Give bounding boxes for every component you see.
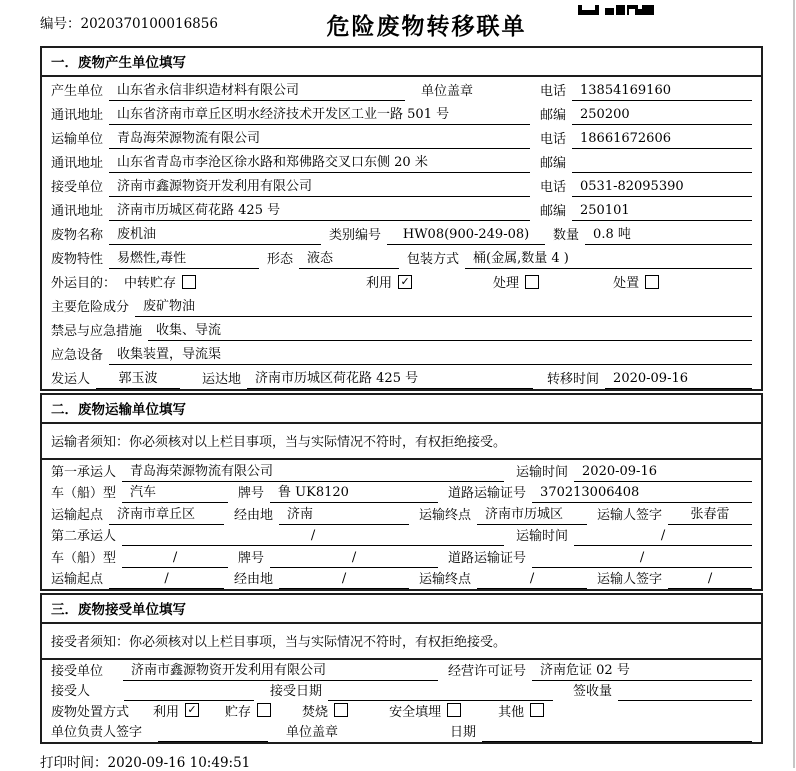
waste-qty-value: 0.8 吨 xyxy=(585,223,752,245)
waste-pack-value: 桶(金属,数量 4 ) xyxy=(465,247,752,269)
purpose-option-treat-label: 处理 xyxy=(493,276,520,291)
disposal-option-use xyxy=(153,701,199,722)
route1-via-label: 经由地 xyxy=(234,507,274,523)
unit-seal-label: 单位盖章 xyxy=(421,84,474,99)
accept-date-label: 接受日期 xyxy=(270,684,323,699)
producer-address-label: 通讯地址 xyxy=(51,108,104,123)
accepting-unit-row xyxy=(42,660,761,681)
route2-start-value: / xyxy=(109,571,224,589)
vehicle2-row xyxy=(42,546,761,568)
emergency-equipment-row xyxy=(42,341,761,365)
taboo-measures-label: 禁忌与应急措施 xyxy=(51,324,143,339)
transfer-time-label: 转移时间 xyxy=(547,372,600,387)
route1-start-value: 济南市章丘区 xyxy=(109,503,224,525)
receiver-address-value: 济南市历城区荷花路 425 号 xyxy=(109,199,530,221)
transporter-address-row xyxy=(42,149,761,173)
receiver-unit-row xyxy=(42,173,761,197)
receiver-address-label: 通讯地址 xyxy=(51,204,104,219)
route1-sign-label: 运输人签字 xyxy=(597,507,663,523)
purpose-option-storage xyxy=(124,272,196,293)
disposal-other-checkbox xyxy=(530,703,544,717)
disposal-method-row xyxy=(42,701,761,722)
transport-notice: 运输者须知：你必须核对以上栏目事项，当与实际情况不符时，有权拒绝接受。 xyxy=(42,424,761,460)
purpose-storage-checkbox xyxy=(182,275,196,289)
route1-sign-value: 张春雷 xyxy=(668,503,752,525)
hazard-component-value: 废矿物油 xyxy=(135,295,752,317)
producer-unit-row xyxy=(42,77,761,101)
waste-props-row xyxy=(42,245,761,269)
purpose-option-use xyxy=(366,272,412,293)
receiver-phone-label: 电话 xyxy=(539,180,566,195)
doc-number xyxy=(40,12,218,32)
waste-qty-label: 数量 xyxy=(553,228,580,243)
transporter-unit-value: 青岛海荣源物流有限公司 xyxy=(109,127,530,149)
emergency-equipment-value: 收集装置，导流渠 xyxy=(109,343,752,365)
print-time xyxy=(40,751,763,771)
route2-end-value: / xyxy=(477,571,587,589)
signed-qty-value xyxy=(618,684,752,701)
waste-props-label: 废物特性 xyxy=(51,252,104,267)
responsible-sign-label: 单位负责人签字 xyxy=(51,725,143,740)
destination-label: 运达地 xyxy=(202,372,242,387)
waste-name-row xyxy=(42,221,761,245)
receiver-unit-value: 济南市鑫源物资开发利用有限公司 xyxy=(109,175,530,197)
transporter-unit-label: 运输单位 xyxy=(51,132,104,147)
doc-number-label: 编号： xyxy=(40,16,81,32)
document-header xyxy=(40,0,763,44)
carrier1-time-value: 2020-09-16 xyxy=(574,464,752,482)
producer-zip-value: 250200 xyxy=(572,107,752,125)
disposal-option-other-label: 其他 xyxy=(498,704,525,720)
disposal-option-landfill-label: 安全填埋 xyxy=(389,704,442,720)
purpose-option-storage-label: 中转贮存 xyxy=(124,276,177,291)
purpose-option-dispose xyxy=(613,272,659,293)
carrier1-label: 第一承运人 xyxy=(51,464,117,480)
sign-date-label: 日期 xyxy=(450,725,477,740)
page-title: 危险废物转移联单 xyxy=(326,14,527,40)
purpose-dispose-checkbox xyxy=(645,275,659,289)
vehicle1-license-label: 道路运输证号 xyxy=(448,486,527,501)
section-producer-title: 一．废物产生单位填写 xyxy=(42,48,761,77)
producer-unit-value: 山东省永信非织造材料有限公司 xyxy=(109,79,405,101)
print-time-label: 打印时间： xyxy=(40,755,108,771)
carrier2-value: / xyxy=(122,528,504,546)
acceptor-row xyxy=(42,681,761,702)
receiver-zip-value: 250101 xyxy=(572,203,752,221)
route1-end-value: 济南市历城区 xyxy=(477,503,587,525)
transfer-purpose-row xyxy=(42,269,761,293)
disposal-burn-checkbox xyxy=(334,703,348,717)
transporter-address-value: 山东省青岛市李沧区徐水路和郑佛路交叉口东侧 20 米 xyxy=(109,151,530,173)
producer-zip-label: 邮编 xyxy=(539,108,566,123)
disposal-option-burn-label: 焚烧 xyxy=(302,704,329,720)
disposal-method-label: 废物处置方式 xyxy=(51,704,130,720)
waste-code-label: 类别编号 xyxy=(329,228,382,243)
carrier2-label: 第二承运人 xyxy=(51,529,117,544)
accept-date-value xyxy=(328,684,553,701)
receiver-address-row xyxy=(42,197,761,221)
disposal-option-storage xyxy=(225,701,271,722)
receiver-notice: 接受者须知：你必须核对以上栏目事项，当与实际情况不符时，有权拒绝接受。 xyxy=(42,624,761,660)
vehicle1-type-value: 汽车 xyxy=(122,481,228,503)
transporter-zip-value xyxy=(572,156,752,173)
accepting-unit-label: 接受单位 xyxy=(51,663,104,679)
vehicle1-plate-label: 牌号 xyxy=(238,486,265,501)
vehicle2-plate-value: / xyxy=(270,550,438,568)
vehicle1-row xyxy=(42,482,761,504)
vehicle2-plate-label: 牌号 xyxy=(238,550,265,566)
transfer-time-value: 2020-09-16 xyxy=(605,371,752,389)
taboo-measures-value: 收集、导流 xyxy=(148,319,752,341)
emergency-equipment-label: 应急设备 xyxy=(51,348,104,363)
route2-sign-label: 运输人签字 xyxy=(597,572,663,587)
route2-row xyxy=(42,568,761,590)
taboo-measures-row xyxy=(42,317,761,341)
acceptor-label: 接受人 xyxy=(51,684,91,699)
disposal-storage-checkbox xyxy=(257,703,271,717)
route2-via-value: / xyxy=(279,571,409,589)
route1-end-label: 运输终点 xyxy=(419,507,472,523)
carrier1-value: 青岛海荣源物流有限公司 xyxy=(122,460,504,482)
carrier1-row xyxy=(42,460,761,482)
purpose-use-checkbox: ✓ xyxy=(398,275,412,289)
transporter-unit-row xyxy=(42,125,761,149)
producer-unit-label: 产生单位 xyxy=(51,84,104,99)
producer-address-row xyxy=(42,101,761,125)
waste-name-value: 废机油 xyxy=(109,223,321,245)
vehicle2-type-label: 车（船）型 xyxy=(51,550,117,566)
disposal-use-checkbox: ✓ xyxy=(185,703,199,717)
route1-row xyxy=(42,503,761,525)
route1-via-value: 济南 xyxy=(279,503,409,525)
route2-via-label: 经由地 xyxy=(234,572,274,587)
responsible-sign-value xyxy=(158,725,268,742)
permit-number-label: 经营许可证号 xyxy=(448,663,527,679)
producer-phone-value: 13854169160 xyxy=(572,83,752,101)
disposal-option-storage-label: 贮存 xyxy=(225,704,252,720)
transporter-phone-label: 电话 xyxy=(539,132,566,147)
section-transport-title: 二．废物运输单位填写 xyxy=(42,395,761,424)
waste-pack-label: 包装方式 xyxy=(407,252,460,267)
page-edge-line xyxy=(793,0,795,768)
purpose-option-dispose-label: 处置 xyxy=(613,276,640,291)
producer-address-value: 山东省济南市章丘区明水经济技术开发区工业一路 501 号 xyxy=(109,103,530,125)
carrier1-time-label: 运输时间 xyxy=(516,464,569,480)
destination-value: 济南市历城区荷花路 425 号 xyxy=(247,367,533,389)
disposal-option-other xyxy=(498,701,544,722)
route2-end-label: 运输终点 xyxy=(419,572,472,587)
purpose-option-use-label: 利用 xyxy=(366,276,393,291)
producer-phone-label: 电话 xyxy=(539,84,566,99)
carrier2-time-value: / xyxy=(574,528,752,546)
accepting-unit-value: 济南市鑫源物资开发利用有限公司 xyxy=(123,659,438,681)
vehicle1-type-label: 车（船）型 xyxy=(51,486,117,501)
transporter-phone-value: 18661672606 xyxy=(572,131,752,149)
dispatcher-row xyxy=(42,365,761,389)
carrier2-time-label: 运输时间 xyxy=(516,529,569,544)
disposal-option-landfill xyxy=(389,701,461,722)
signed-qty-label: 签收量 xyxy=(573,684,613,699)
doc-number-value: 2020370100016856 xyxy=(80,16,218,32)
print-time-value: 2020-09-16 10:49:51 xyxy=(107,755,251,771)
section-transport xyxy=(40,393,763,591)
disposal-option-burn xyxy=(302,701,348,722)
waste-name-label: 废物名称 xyxy=(51,228,104,243)
acceptor-value xyxy=(124,684,254,701)
vehicle1-license-value: 370213006408 xyxy=(532,485,752,503)
transporter-zip-label: 邮编 xyxy=(539,156,566,171)
waste-code-value: HW08(900-249-08) xyxy=(387,227,545,245)
waste-form-label: 形态 xyxy=(267,252,294,267)
waste-props-value: 易燃性,毒性 xyxy=(109,247,259,269)
vehicle1-plate-value: 鲁 UK8120 xyxy=(270,481,438,503)
vehicle2-license-label: 道路运输证号 xyxy=(448,550,527,566)
section-receiver xyxy=(40,593,763,744)
vehicle2-type-value: / xyxy=(122,550,228,568)
transfer-purpose-label: 外运目的： xyxy=(51,276,117,291)
receiver-zip-label: 邮编 xyxy=(539,204,566,219)
purpose-treat-checkbox xyxy=(525,275,539,289)
permit-number-value: 济南危证 02 号 xyxy=(532,659,752,681)
form-container xyxy=(40,0,763,771)
purpose-option-treat xyxy=(493,272,539,293)
route1-start-label: 运输起点 xyxy=(51,507,104,523)
vehicle2-license-value: / xyxy=(532,550,752,568)
unit-seal2-label: 单位盖章 xyxy=(286,725,339,740)
section-receiver-title: 三．废物接受单位填写 xyxy=(42,595,761,624)
route2-sign-value: / xyxy=(668,571,752,589)
responsible-sign-row xyxy=(42,722,761,743)
transporter-address-label: 通讯地址 xyxy=(51,156,104,171)
carrier2-row xyxy=(42,525,761,547)
receiver-unit-label: 接受单位 xyxy=(51,180,104,195)
sign-date-value xyxy=(482,725,752,742)
waste-form-value: 液态 xyxy=(299,247,399,269)
dispatcher-value: 郭玉波 xyxy=(96,367,180,389)
hazard-component-label: 主要危险成分 xyxy=(51,300,130,315)
receiver-phone-value: 0531-82095390 xyxy=(572,179,752,197)
route2-start-label: 运输起点 xyxy=(51,572,104,587)
disposal-option-use-label: 利用 xyxy=(153,704,180,720)
dispatcher-label: 发运人 xyxy=(51,372,91,387)
section-producer xyxy=(40,46,763,391)
hazard-component-row xyxy=(42,293,761,317)
disposal-landfill-checkbox xyxy=(447,703,461,717)
